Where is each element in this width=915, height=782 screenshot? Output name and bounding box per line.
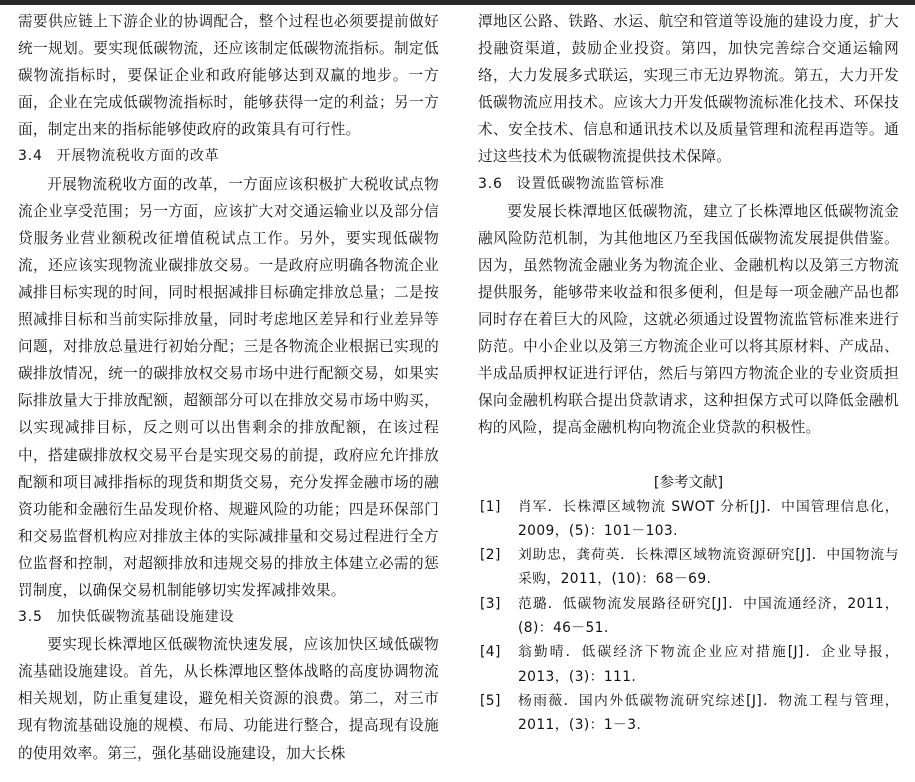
section-title: 加快低碳物流基础设施建设 <box>56 609 235 626</box>
reference-text: 翁勤晴．低碳经济下物流企业应对措施[J]．企业导报，2013，(3)：111. <box>518 644 899 685</box>
reference-number: [1] <box>480 498 501 515</box>
reference-number: [3] <box>480 595 501 612</box>
reference-text: 范璐．低碳物流发展路径研究[J]．中国流通经济，2011，(8)：46－51. <box>518 595 899 636</box>
reference-item <box>478 640 899 689</box>
reference-number: [4] <box>480 644 501 661</box>
section-title: 开展物流税收方面的改革 <box>56 148 220 165</box>
section-number: 3.4 <box>18 148 43 165</box>
reference-item <box>478 689 899 738</box>
reference-item <box>478 495 899 544</box>
references-heading: [参考文献] <box>653 474 724 491</box>
header-rule <box>0 0 915 5</box>
left-column <box>18 8 439 767</box>
paragraph-continuation: 需要供应链上下游企业的协调配合，整个过程也必须要提前做好统一规划。要实现低碳物流，还应该制定低碳物流指标。制定低碳物流指标时，要保证企业和政府能够达到双赢的地步。一方面，企业在完成低碳物流指标时，能够获得一定的利益；另一方面，制定出来的指标能够使政府的政策具有可行性。 <box>18 13 439 139</box>
section-title: 设置低碳物流监管标准 <box>516 175 665 192</box>
section-heading-3-4 <box>18 143 439 170</box>
paragraph-continuation: 潭地区公路、铁路、水运、航空和管道等设施的建设力度，扩大投融资渠道，鼓励企业投资。第四，加快完善综合交通运输网络，大力发展多式联运，实现三市无边界物流。第五，大力开发低碳物流应用技术。应该大力开发低碳物流标准化技术、环保技术、安全技术、信息和通讯技术以及质量管理和流程再造等。通过这些技术为低碳物流提供技术保障。 <box>478 13 899 166</box>
reference-text: 杨雨薇．国内外低碳物流研究综述[J]．物流工程与管理，2011，(3)：1－3. <box>518 692 899 734</box>
reference-item <box>478 592 899 641</box>
right-column <box>478 8 899 737</box>
reference-text: 刘助忠，龚荷英．长株潭区域物流资源研究[J]．中国物流与采购，2011，(10)：68－69. <box>518 547 899 588</box>
reference-item <box>478 543 899 592</box>
paragraph-infrastructure: 要实现长株潭地区低碳物流快速发展，应该加快区域低碳物流基础设施建设。首先，从长株潭地区整体战略的高度协调物流相关规划，防止重复建设，避免相关资源的浪费。第二，对三市现有物流基础设施的规模、布局、功能进行整合，提高现有设施的使用效率。第三，强化基础设施建设，加大长株 <box>18 636 439 762</box>
reference-number: [2] <box>480 547 501 564</box>
section-heading-3-5 <box>18 604 439 631</box>
section-number: 3.6 <box>478 175 503 192</box>
paragraph-tax-reform: 开展物流税收方面的改革，一方面应该积极扩大税收试点物流企业享受范围；另一方面，应该扩大对交通运输业以及部分信贷服务业营业额税改征增值税试点工作。另外，要实现低碳物流，还应该实现物流业碳排放交易。一是政府应明确各物流企业减排目标实现的时间，同时根据减排目标确定排放总量；二是按照减排目标和当前实际排放量，同时考虑地区差异和行业差异等问题，对排放总量进行初始分配；三是各物流企业根据已实现的碳排放情况，统一的碳排放权交易市场中进行配额交易，如果实际排放量大于排放配额，超额部分可以在排放交易市场中购买，以实现减排目标，反之则可以出售剩余的排放配额，在该过程中，搭建碳排放权交易平台是实现交易的前提，政府应允许排放配额和项目减排指标的现货和期货交易，充分发挥金融市场的融资功能和金融衍生品发现价格、规避风险的功能；四是环保部门和交易监督机构应对排放主体的实际减排量和交易过程进行全方位监督和控制，对超额排放和违规交易的排放主体建立必需的惩罚制度，以确保交易机制能够切实发挥减排效果。 <box>18 175 439 599</box>
reference-number: [5] <box>480 692 501 709</box>
paragraph-supervision-standards: 要发展长株潭地区低碳物流，建立了长株潭地区低碳物流金融风险防范机制，为其他地区乃至我国低碳物流发展提供借鉴。因为，虽然物流金融业务为物流企业、金融机构以及第三方物流提供服务，能够带来收益和很多便利，但是每一项金融产品也都同时存在着巨大的风险，这就必须通过设置物流监管标准来进行防范。中小企业以及第三方物流企业可以将其原材料、产成品、半成品质押权证进行评估，然后与第四方物流企业的专业资质担保向金融机构联合提出贷款请求，这种担保方式可以降低金融机构的风险，提高金融机构向物流企业贷款的积极性。 <box>478 202 899 437</box>
section-heading-3-6 <box>478 171 899 198</box>
reference-list <box>478 495 899 738</box>
reference-text: 肖军．长株潭区域物流 SWOT 分析[J]．中国管理信息化，2009，(5)：101－103. <box>518 498 899 539</box>
section-number: 3.5 <box>18 609 43 626</box>
